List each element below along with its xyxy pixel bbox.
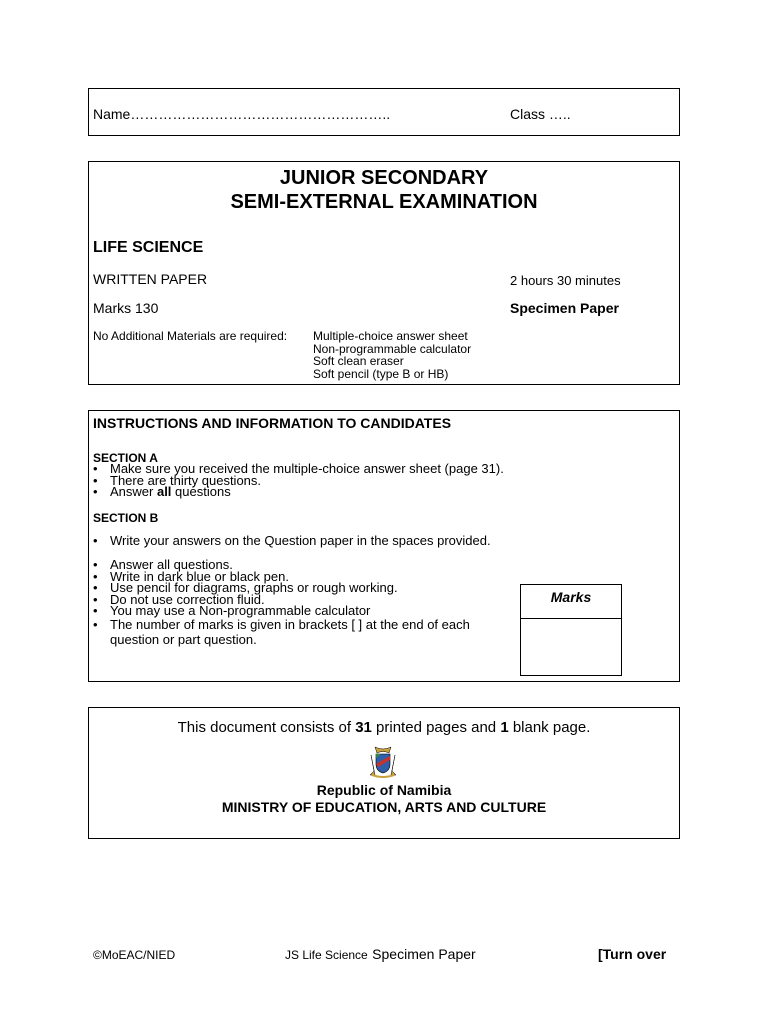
- section-b-first-list: [93, 535, 491, 547]
- name-class-box: [88, 88, 680, 136]
- subject-title: LIFE SCIENCE: [93, 239, 204, 256]
- copyright-text: ©MoEAC/NIED: [93, 948, 176, 962]
- answer-suffix: questions: [171, 484, 231, 499]
- crest-supporter-left: [370, 755, 375, 775]
- duration-label: 2 hours 30 minutes: [510, 273, 621, 288]
- specimen-paper-label: Specimen Paper: [510, 300, 619, 316]
- namibia-coat-of-arms-icon: [367, 745, 399, 779]
- list-item-line1: The number of marks is given in brackets [ ] at the end of each: [110, 617, 470, 632]
- blank-pages-count: 1: [500, 719, 509, 736]
- printed-pages-count: 31: [355, 719, 372, 736]
- list-item: • Answer all questions.: [93, 559, 398, 571]
- materials-item: Multiple-choice answer sheet: [313, 329, 468, 343]
- materials-item: Non-programmable calculator: [313, 341, 472, 356]
- turn-over-text: [Turn over: [598, 946, 667, 962]
- answer-prefix: Answer: [110, 484, 157, 499]
- list-item: • Make sure you received the multiple-choice answer sheet (page 31).: [93, 463, 504, 475]
- list-item: • Do not use correction fluid.: [93, 594, 398, 606]
- materials-item: Soft clean eraser: [313, 354, 404, 368]
- list-item: • You may use a Non-programmable calculator: [93, 605, 398, 617]
- section-a-list: [93, 463, 504, 498]
- section-b-list: [93, 559, 398, 617]
- instructions-heading: INSTRUCTIONS AND INFORMATION TO CANDIDATES: [93, 415, 452, 431]
- answer-bold: all: [156, 484, 172, 499]
- section-b-marks-list: [93, 617, 470, 647]
- list-item: [93, 486, 504, 498]
- footer-doc-suffix: Specimen Paper: [372, 946, 476, 962]
- page-count-prefix: This document consists of: [177, 719, 356, 736]
- exam-title-line2: SEMI-EXTERNAL EXAMINATION: [230, 191, 538, 213]
- country-name: Republic of Namibia: [316, 782, 452, 798]
- crest-ribbon: [372, 775, 394, 777]
- crest-supporter-right: [391, 755, 396, 775]
- materials-label: No Additional Materials are required:: [93, 329, 288, 343]
- list-item: • There are thirty questions.: [93, 475, 504, 487]
- exam-title-line1: JUNIOR SECONDARY: [279, 167, 489, 189]
- class-field-label: Class …..: [510, 106, 571, 122]
- instructions-box: [88, 410, 680, 682]
- marks-box-label: Marks: [521, 585, 621, 619]
- marks-box: [520, 584, 622, 676]
- ministry-name: MINISTRY OF EDUCATION, ARTS AND CULTURE: [221, 799, 547, 815]
- list-item-line2: question or part question.: [110, 632, 257, 647]
- materials-item: Soft pencil (type B or HB): [313, 366, 449, 381]
- name-field-label: Name………………………………………………..: [93, 106, 391, 122]
- materials-list: [313, 330, 471, 380]
- crest-bird: [375, 747, 391, 753]
- page-count-text: [89, 719, 679, 736]
- list-item: [93, 617, 470, 647]
- list-item: • Use pencil for diagrams, graphs or rough working.: [93, 582, 398, 594]
- exam-title-box: [88, 161, 680, 385]
- page-count-suffix: blank page.: [508, 719, 591, 736]
- section-b-title: SECTION B: [93, 511, 159, 525]
- list-item: • Write in dark blue or black pen.: [93, 571, 398, 583]
- footer-doc-prefix: JS Life Science: [285, 948, 368, 962]
- page-count-middle: printed pages and: [371, 719, 501, 736]
- section-a-title: SECTION A: [93, 451, 158, 465]
- list-item: • Write your answers on the Question paper in the spaces provided.: [93, 535, 491, 547]
- document-info-box: [88, 707, 680, 839]
- paper-type-label: WRITTEN PAPER: [93, 271, 208, 287]
- total-marks-label: Marks 130: [93, 300, 159, 316]
- footer-doc-title: [285, 946, 476, 964]
